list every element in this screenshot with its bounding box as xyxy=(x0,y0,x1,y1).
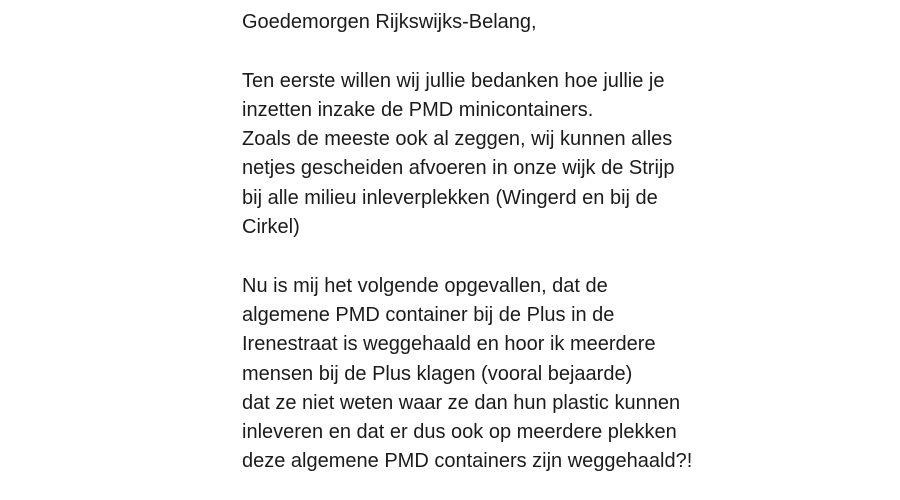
text-line: dat ze niet weten waar ze dan hun plastic kunnen xyxy=(242,391,681,414)
text-line: mensen bij de Plus klagen (vooral bejaarde) xyxy=(242,362,633,385)
text-line: Ten eerste willen wij jullie bedanken hoe jullie je xyxy=(242,69,665,92)
text-line: inleveren en dat er dus ook op meerdere plekken xyxy=(242,421,677,444)
paragraph-1 xyxy=(242,67,862,243)
greeting-line: Goedemorgen Rijkswijks-Belang, xyxy=(242,11,537,33)
text-line: bij alle milieu inleverplekken (Wingerd en bij de xyxy=(242,186,658,209)
paragraph-2 xyxy=(242,272,862,477)
text-line: Zoals de meeste ook al zeggen, wij kunnen alles xyxy=(242,128,673,151)
text-line: Irenestraat is weggehaald en hoor ik meerdere xyxy=(242,333,656,356)
blank-line xyxy=(242,37,862,66)
text-line: Cirkel) xyxy=(242,216,300,239)
message-body xyxy=(242,8,862,477)
text-line: algemene PMD container bij de Plus in de xyxy=(242,303,615,326)
blank-line xyxy=(242,242,862,271)
text-line: deze algemene PMD containers zijn weggehaald?! xyxy=(242,450,693,473)
text-line: inzetten inzake de PMD minicontainers. xyxy=(242,98,594,121)
text-line: Nu is mij het volgende opgevallen, dat de xyxy=(242,274,608,297)
text-line: netjes gescheiden afvoeren in onze wijk de Strijp xyxy=(242,157,675,180)
